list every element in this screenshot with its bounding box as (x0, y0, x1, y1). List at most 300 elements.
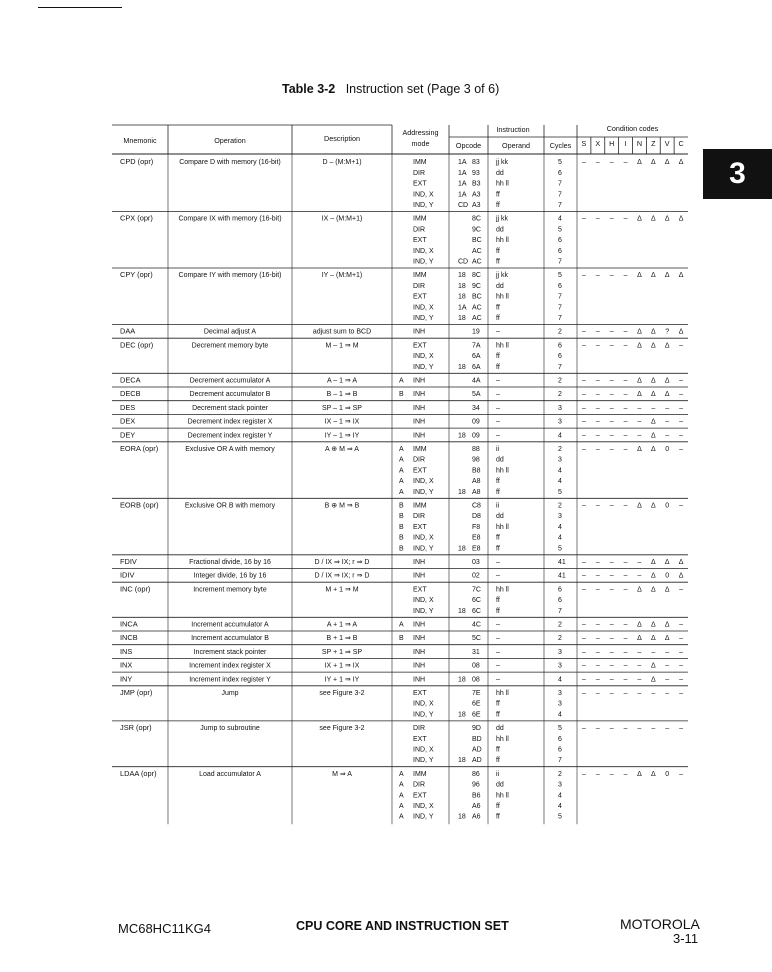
row-operand: dd (496, 456, 504, 464)
row-accumulator: A (399, 803, 404, 810)
row-flag-n: – (637, 662, 642, 670)
row-flag-x: – (595, 635, 600, 643)
row-flag-x: – (595, 648, 600, 656)
row-flag-c: – (679, 391, 684, 399)
row-description: D / IX ⇒ IX; r ⇒ D (314, 559, 370, 566)
row-flag-c: – (679, 770, 684, 778)
row-operand: dd (496, 169, 504, 177)
row-flag-v: ? (665, 328, 670, 336)
row-cycles: 2 (558, 502, 562, 510)
row-flag-z: Δ (650, 272, 656, 280)
row-flag-s: – (581, 328, 586, 336)
row-operand: hh ll (496, 523, 509, 531)
row-opcode: AC (472, 258, 482, 266)
row-accumulator: B (399, 523, 404, 531)
row-flag-h: – (609, 559, 614, 566)
row-operand: ff (496, 488, 500, 496)
row-flag-i: – (623, 377, 628, 385)
header-mnemonic: Mnemonic (123, 136, 157, 145)
row-addressing-mode: IND, X (413, 803, 434, 810)
row-flag-v: 0 (665, 502, 670, 510)
row-flag-z: Δ (650, 586, 656, 594)
row-flag-i: – (623, 572, 628, 580)
row-mnemonic: JSR (opr) (120, 723, 152, 733)
row-flag-c: Δ (678, 559, 684, 566)
row-cycles: 5 (558, 488, 562, 496)
row-opcode: 03 (472, 559, 480, 566)
row-addressing-mode: INH (413, 648, 426, 656)
row-cycles: 41 (558, 559, 566, 566)
row-flag-s: – (581, 404, 586, 412)
row-flag-v: – (665, 432, 670, 440)
row-addressing-mode: EXT (413, 690, 427, 697)
row-flag-c: – (679, 377, 684, 385)
row-flag-x: – (595, 328, 600, 336)
row-opcode: B3 (472, 180, 481, 188)
row-flag-v: Δ (664, 586, 670, 594)
row-flag-v: Δ (664, 272, 670, 280)
row-operand: hh ll (496, 237, 509, 245)
row-cycles: 4 (558, 523, 562, 531)
header-flag-s: S (581, 139, 587, 148)
row-opcode-prebyte: 18 (458, 676, 466, 684)
row-flag-x: – (595, 690, 600, 697)
row-flag-i: – (623, 690, 628, 697)
row-description: IX + 1 ⇒ IX (324, 662, 360, 670)
row-flag-n: Δ (637, 215, 642, 223)
row-flag-n: – (637, 404, 642, 412)
row-description: B – 1 ⇒ B (326, 391, 358, 399)
row-addressing-mode: EXT (413, 523, 427, 531)
row-flag-z: Δ (650, 432, 656, 440)
row-cycles: 6 (558, 735, 562, 743)
row-flag-s: – (581, 770, 586, 778)
row-addressing-mode: IND, X (413, 534, 434, 542)
row-cycles: 6 (558, 282, 562, 290)
row-flag-h: – (609, 676, 614, 684)
header-opcode: Opcode (455, 141, 482, 150)
row-accumulator: A (399, 813, 404, 821)
row-cycles: 7 (558, 607, 562, 615)
row-opcode: 8C (472, 272, 481, 280)
row-addressing-mode: IND, Y (413, 315, 434, 322)
row-description: SP – 1 ⇒ SP (322, 404, 362, 412)
row-flag-v: 0 (665, 770, 670, 778)
row-opcode: A6 (472, 813, 481, 821)
row-cycles: 3 (558, 662, 562, 670)
row-flag-h: – (609, 272, 614, 280)
row-operand: ff (496, 191, 500, 199)
row-opcode: AD (472, 757, 482, 765)
row-flag-c: – (679, 690, 684, 697)
row-addressing-mode: EXT (413, 237, 427, 245)
row-flag-h: – (609, 770, 614, 778)
row-flag-n: Δ (637, 328, 642, 336)
row-opcode: 08 (472, 676, 480, 684)
row-flag-v: 0 (665, 446, 670, 453)
row-mnemonic: INS (120, 646, 133, 656)
row-cycles: 6 (558, 237, 562, 245)
row-operand: ff (496, 353, 500, 361)
row-addressing-mode: INH (413, 418, 426, 426)
header-flag-c: C (678, 139, 684, 148)
row-addressing-mode: IND, X (413, 247, 434, 255)
row-addressing-mode: IND, X (413, 700, 434, 708)
row-opcode: 9C (472, 226, 481, 234)
row-mnemonic: INCB (120, 633, 138, 643)
row-addressing-mode: IND, Y (413, 813, 434, 821)
row-operand: ff (496, 700, 500, 708)
row-opcode-prebyte: 18 (458, 711, 466, 719)
row-mnemonic: DECB (120, 389, 141, 399)
row-flag-n: Δ (637, 502, 642, 510)
row-operand: – (496, 391, 500, 399)
row-flag-i: – (623, 215, 628, 223)
row-description: A + 1 ⇒ A (326, 621, 358, 629)
row-addressing-mode: IND, Y (413, 258, 434, 266)
row-operand: jj kk (496, 215, 509, 223)
row-mnemonic: DEX (120, 416, 136, 426)
row-flag-c: – (679, 446, 684, 453)
row-flag-s: – (581, 377, 586, 385)
row-operand: ii (496, 502, 500, 510)
row-cycles: 4 (558, 215, 562, 223)
row-cycles: 2 (558, 377, 562, 385)
row-opcode: 6A (472, 353, 481, 361)
table-title (282, 82, 499, 96)
row-flag-h: – (609, 432, 614, 440)
row-cycles: 2 (558, 328, 562, 336)
row-opcode: 5C (472, 635, 481, 643)
row-flag-h: – (609, 391, 614, 399)
row-opcode-prebyte: 18 (458, 293, 466, 301)
row-flag-h: – (609, 215, 614, 223)
row-addressing-mode: INH (413, 391, 426, 399)
row-flag-i: – (623, 621, 628, 629)
row-addressing-mode: INH (413, 621, 426, 629)
row-flag-i: – (623, 328, 628, 336)
row-operand: – (496, 662, 500, 670)
row-operand: ff (496, 258, 500, 266)
row-cycles: 6 (558, 342, 562, 350)
footer-part-number: MC68HC11KG4 (118, 921, 211, 936)
row-accumulator: A (399, 781, 404, 789)
row-opcode-prebyte: 18 (458, 488, 466, 496)
row-addressing-mode: IND, Y (413, 545, 434, 553)
row-opcode: 9C (472, 282, 481, 290)
row-opcode-prebyte: CD (458, 202, 469, 209)
header-flag-i: I (624, 139, 627, 148)
header-flag-n: N (636, 139, 643, 148)
row-opcode-prebyte: 18 (458, 607, 466, 615)
header-addressing-mode: mode (411, 139, 430, 148)
row-flag-n: Δ (637, 770, 642, 778)
row-accumulator: A (399, 467, 404, 475)
row-addressing-mode: INH (413, 328, 426, 336)
row-description: D – (M:M+1) (322, 159, 362, 167)
row-flag-i: – (623, 342, 628, 350)
row-flag-v: – (665, 648, 670, 656)
row-opcode: 4C (472, 621, 481, 629)
page-top-rule (38, 7, 122, 8)
row-opcode: 6C (472, 607, 481, 615)
row-cycles: 7 (558, 180, 562, 188)
row-opcode: 34 (472, 404, 480, 412)
row-flag-s: – (581, 572, 586, 580)
row-cycles: 7 (558, 363, 562, 371)
table-number: Table 3-2 (282, 82, 336, 96)
row-operand: dd (496, 725, 504, 733)
row-flag-s: – (581, 621, 586, 629)
row-addressing-mode: IMM (413, 272, 427, 280)
row-addressing-mode: INH (413, 572, 426, 580)
row-operand: hh ll (496, 293, 509, 301)
header-flag-z: Z (651, 139, 656, 148)
row-flag-c: – (679, 621, 684, 629)
row-operand: hh ll (496, 586, 509, 594)
row-opcode: 19 (472, 328, 480, 336)
row-flag-x: – (595, 418, 600, 426)
row-flag-c: Δ (678, 272, 684, 280)
row-flag-x: – (595, 432, 600, 440)
row-flag-v: Δ (664, 215, 670, 223)
row-cycles: 4 (558, 792, 562, 800)
row-opcode: A6 (472, 803, 481, 810)
row-flag-c: – (679, 432, 684, 440)
row-flag-n: Δ (637, 342, 642, 350)
row-addressing-mode: EXT (413, 342, 427, 350)
row-description: IY – 1 ⇒ IY (324, 432, 360, 440)
row-operand: ff (496, 534, 500, 542)
row-opcode-prebyte: 18 (458, 757, 466, 765)
row-mnemonic: INCA (120, 619, 138, 629)
row-accumulator: B (399, 635, 404, 643)
row-opcode: BC (472, 237, 482, 245)
row-opcode: 9D (472, 725, 481, 733)
row-accumulator: B (399, 502, 404, 510)
row-operand: hh ll (496, 735, 509, 743)
row-cycles: 6 (558, 247, 562, 255)
row-addressing-mode: IND, Y (413, 363, 434, 371)
row-opcode: 08 (472, 662, 480, 670)
row-operand: hh ll (496, 180, 509, 188)
row-flag-z: Δ (650, 342, 656, 350)
row-accumulator: B (399, 534, 404, 542)
row-addressing-mode: EXT (413, 735, 427, 743)
row-addressing-mode: DIR (413, 781, 426, 789)
row-accumulator: A (399, 770, 404, 778)
row-opcode: 83 (472, 159, 480, 167)
row-accumulator: B (399, 391, 404, 399)
row-cycles: 3 (558, 513, 562, 521)
header-flag-v: V (664, 139, 670, 148)
row-flag-s: – (581, 648, 586, 656)
row-opcode: E8 (472, 545, 481, 553)
row-flag-z: Δ (650, 676, 656, 684)
row-description: IX – (M:M+1) (321, 215, 363, 223)
row-mnemonic: EORB (opr) (120, 500, 159, 510)
row-description: IY + 1 ⇒ IY (324, 676, 360, 684)
row-flag-v: – (665, 676, 670, 684)
row-flag-i: – (623, 635, 628, 643)
row-flag-x: – (595, 586, 600, 594)
row-addressing-mode: EXT (413, 586, 427, 594)
row-operand: dd (496, 226, 504, 234)
row-flag-z: Δ (650, 559, 656, 566)
row-operand: – (496, 676, 500, 684)
header-operand: Operand (502, 141, 530, 150)
row-addressing-mode: IND, X (413, 746, 434, 754)
row-operation: Exclusive OR A with memory (185, 446, 275, 453)
row-operand: – (496, 621, 500, 629)
row-operand: – (496, 559, 500, 566)
row-flag-n: Δ (637, 635, 642, 643)
row-flag-h: – (609, 662, 614, 670)
row-flag-n: Δ (637, 159, 642, 167)
row-addressing-mode: IMM (413, 770, 427, 778)
row-operand: hh ll (496, 690, 509, 697)
row-flag-n: – (637, 725, 642, 733)
row-mnemonic: JMP (opr) (120, 688, 153, 697)
row-operand: jj kk (496, 272, 509, 280)
row-flag-x: – (595, 621, 600, 629)
row-flag-h: – (609, 690, 614, 697)
row-opcode: AC (472, 315, 482, 322)
row-operand: ff (496, 757, 500, 765)
row-opcode: A3 (472, 191, 481, 199)
row-cycles: 3 (558, 456, 562, 464)
row-flag-v: Δ (664, 342, 670, 350)
row-cycles: 4 (558, 676, 562, 684)
row-flag-c: Δ (678, 215, 684, 223)
row-flag-h: – (609, 648, 614, 656)
row-description: A ⊕ M ⇒ A (325, 446, 359, 453)
row-accumulator: A (399, 456, 404, 464)
row-flag-i: – (623, 725, 628, 733)
row-opcode: E8 (472, 534, 481, 542)
row-operation: Exclusive OR B with memory (184, 502, 276, 510)
row-operand: ff (496, 597, 500, 605)
row-flag-s: – (581, 502, 586, 510)
row-flag-n: – (637, 690, 642, 697)
row-flag-c: – (679, 586, 684, 594)
row-operation: Increment index register Y (189, 676, 271, 684)
row-flag-z: Δ (650, 502, 656, 510)
row-cycles: 6 (558, 746, 562, 754)
row-opcode: BD (472, 735, 482, 743)
row-flag-i: – (623, 676, 628, 684)
row-description: SP + 1 ⇒ SP (321, 648, 363, 656)
row-operation: Load accumulator A (199, 770, 261, 778)
row-description: see Figure 3-2 (319, 690, 365, 697)
row-flag-z: Δ (650, 215, 656, 223)
row-flag-n: – (637, 418, 642, 426)
row-flag-v: Δ (664, 621, 670, 629)
row-flag-n: Δ (637, 446, 642, 453)
row-addressing-mode: DIR (413, 282, 426, 290)
row-flag-s: – (581, 391, 586, 399)
row-description: see Figure 3-2 (319, 725, 365, 733)
row-cycles: 7 (558, 258, 562, 266)
row-flag-x: – (595, 342, 600, 350)
row-flag-c: – (679, 404, 684, 412)
row-opcode-prebyte: 18 (458, 432, 466, 440)
row-cycles: 4 (558, 478, 562, 486)
row-flag-x: – (595, 559, 600, 566)
row-operand: – (496, 377, 500, 385)
row-mnemonic: FDIV (120, 557, 137, 566)
row-description: M ⇒ A (332, 770, 352, 778)
row-cycles: 3 (558, 418, 562, 426)
row-flag-z: Δ (650, 635, 656, 643)
row-flag-c: – (679, 676, 684, 684)
row-flag-v: Δ (664, 159, 670, 167)
row-accumulator: B (399, 545, 404, 553)
row-opcode: 7E (472, 690, 481, 697)
row-flag-i: – (623, 404, 628, 412)
row-cycles: 3 (558, 781, 562, 789)
row-cycles: 2 (558, 391, 562, 399)
row-description: A – 1 ⇒ A (327, 377, 357, 385)
row-flag-h: – (609, 418, 614, 426)
row-opcode-prebyte: 18 (458, 272, 466, 280)
footer-brand: MOTOROLA (620, 916, 700, 932)
row-operand: ff (496, 304, 500, 312)
row-cycles: 7 (558, 293, 562, 301)
row-addressing-mode: EXT (413, 180, 427, 188)
row-operand: – (496, 432, 500, 440)
row-accumulator: A (399, 478, 404, 486)
row-addressing-mode: IMM (413, 502, 427, 510)
row-operation: Compare IX with memory (16-bit) (178, 215, 282, 223)
row-flag-s: – (581, 215, 586, 223)
row-operand: hh ll (496, 792, 509, 800)
instruction-table (112, 122, 688, 828)
row-flag-v: – (665, 662, 670, 670)
row-mnemonic: INX (120, 660, 133, 670)
row-flag-z: – (651, 648, 656, 656)
row-flag-z: Δ (650, 572, 656, 580)
row-opcode: 6A (472, 363, 481, 371)
row-operand: ff (496, 202, 500, 209)
row-opcode: 09 (472, 418, 480, 426)
row-flag-s: – (581, 690, 586, 697)
row-flag-x: – (595, 159, 600, 167)
row-opcode: 7A (472, 342, 481, 350)
row-flag-i: – (623, 586, 628, 594)
row-operation: Compare D with memory (16-bit) (179, 159, 281, 167)
row-opcode: 96 (472, 781, 480, 789)
row-flag-c: – (679, 342, 684, 350)
row-opcode-prebyte: 18 (458, 315, 466, 322)
row-opcode: B6 (472, 792, 481, 800)
row-operand: ff (496, 803, 500, 810)
row-flag-v: Δ (664, 635, 670, 643)
row-flag-h: – (609, 635, 614, 643)
row-addressing-mode: INH (413, 432, 426, 440)
row-cycles: 6 (558, 169, 562, 177)
row-cycles: 7 (558, 191, 562, 199)
row-operand: ii (496, 446, 500, 453)
row-addressing-mode: EXT (413, 792, 427, 800)
row-flag-c: – (679, 502, 684, 510)
row-opcode: 6E (472, 700, 481, 708)
row-flag-n: – (637, 648, 642, 656)
row-flag-z: Δ (650, 159, 656, 167)
row-cycles: 4 (558, 711, 562, 719)
row-opcode: 86 (472, 770, 480, 778)
row-description: D / IX ⇒ IX; r ⇒ D (314, 572, 370, 580)
